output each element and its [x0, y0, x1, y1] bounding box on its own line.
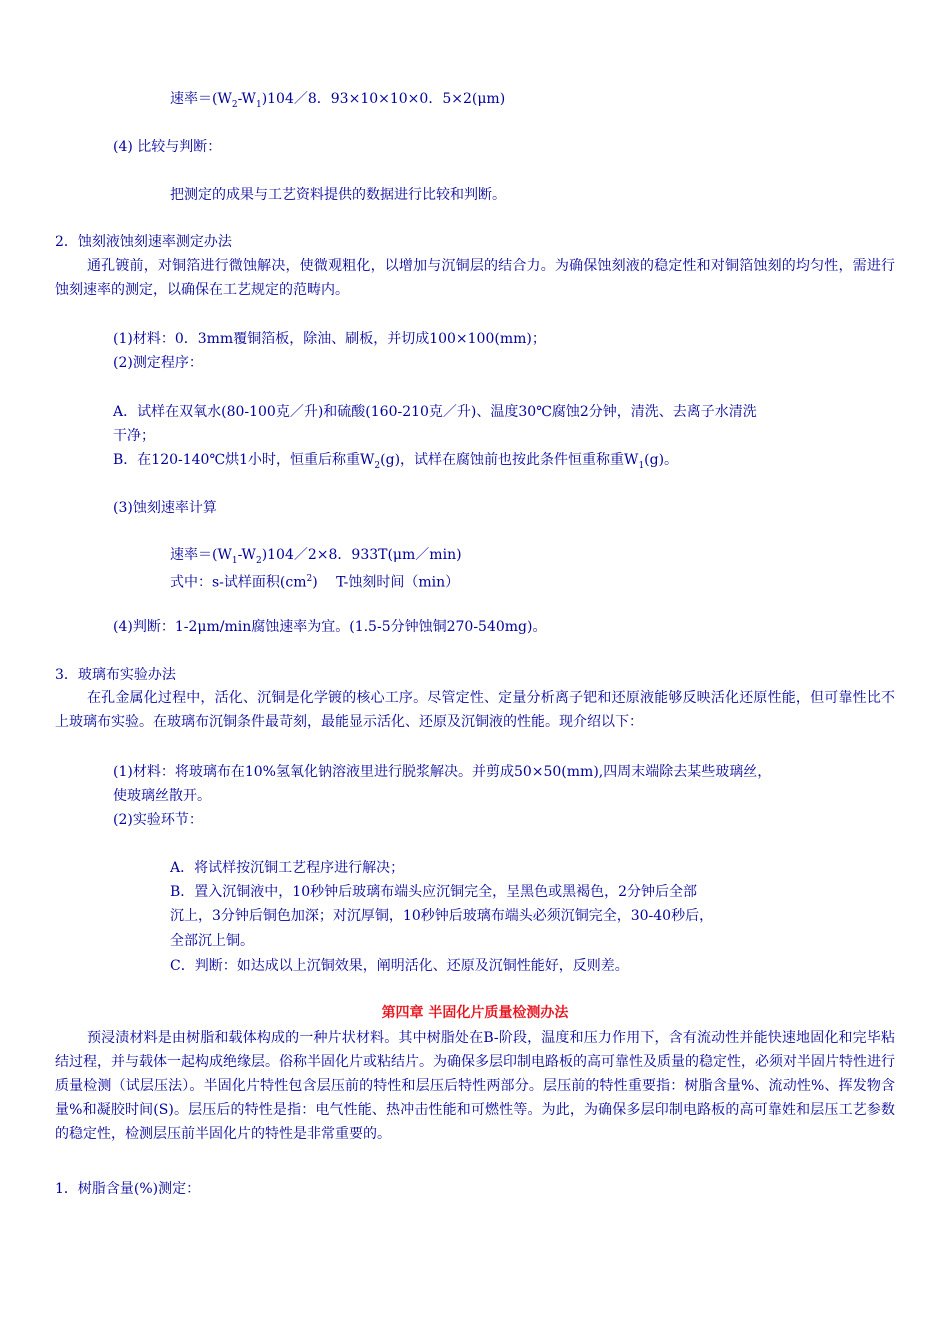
formula-text: 速率＝(W — [170, 547, 232, 563]
rate-formula-1 — [170, 90, 505, 114]
resin-content-heading: 1．树脂含量(%)测定： — [55, 1181, 201, 1197]
section-3-material-line1: (1)材料：将玻璃布在10%氢氧化钠溶液里进行脱浆解决。并剪成50×50(mm),四周末端除去某些玻璃丝， — [113, 764, 772, 780]
formula-subscript: 1 — [231, 555, 238, 566]
section-2-judge: (4)判断：1-2μm/min腐蚀速率为宜。(1.5-5分钟蚀铜270-540mg)。 — [113, 619, 547, 635]
formula-text: -W — [237, 547, 256, 563]
etch-rate-formula — [170, 546, 462, 570]
step-text: (g)。 — [644, 452, 679, 468]
formula-text: )104／8．93×10×10×0．5×2(μm) — [261, 91, 506, 107]
section-3-step-a: A．将试样按沉铜工艺程序进行解决； — [170, 860, 405, 876]
chapter-title: 第四章 半固化片质量检测办法 — [381, 1005, 569, 1021]
legend-superscript: 2 — [306, 574, 313, 584]
step-text: B．在120-140℃烘1小时，恒重后称重W — [113, 452, 375, 468]
section-3-step-b-line2: 沉上，3分钟后铜色加深；对沉厚铜，10秒钟后玻璃布端头必须沉铜完全，30-40秒后， — [170, 908, 714, 924]
step-text: (g)，试样在腐蚀前也按此条件恒重称重W — [380, 452, 639, 468]
section-2-step-a-line2: 干净； — [113, 428, 155, 444]
section-3-heading: 3．玻璃布实验办法 — [55, 667, 176, 683]
section-2-step-b — [113, 451, 678, 475]
compare-text: 把测定的成果与工艺资料提供的数据进行比较和判断。 — [170, 187, 506, 203]
legend-text: 式中：s-试样面积(cm — [170, 574, 307, 591]
section-3-step-c: C．判断：如达成以上沉铜效果，阐明活化、还原及沉铜性能好，反则差。 — [170, 958, 629, 974]
compare-heading: (4) 比较与判断： — [113, 139, 222, 155]
section-3-material-line2: 使玻璃丝散开。 — [113, 788, 211, 804]
section-3-steps-heading: (2)实验环节： — [113, 812, 203, 828]
formula-legend — [170, 570, 459, 592]
section-2-procedure: (2)测定程序： — [113, 355, 203, 371]
formula-text: )104／2×8．933T(μm／min) — [261, 547, 462, 563]
section-2-calc-heading: (3)蚀刻速率计算 — [113, 500, 217, 516]
step-subscript: 1 — [638, 460, 645, 471]
legend-text: ) T-蚀刻时间（min） — [312, 574, 460, 591]
formula-subscript: 2 — [255, 555, 262, 566]
formula-subscript: 1 — [255, 99, 262, 110]
section-3-intro: 在孔金属化过程中，活化、沉铜是化学镀的核心工序。尽管定性、定量分析离子钯和还原液能够反映活化还原性能，但可靠性比不上玻璃布实验。在玻璃布沉铜条件最苛刻，最能显示活化、还原及沉铜液的性能。现介绍以下： — [55, 690, 895, 730]
section-3-step-b-line3: 全部沉上铜。 — [170, 933, 254, 949]
formula-subscript: 2 — [231, 99, 238, 110]
section-2-material: (1)材料：0．3mm覆铜箔板，除油、刷板，并切成100×100(mm)； — [113, 331, 546, 347]
step-subscript: 2 — [374, 460, 381, 471]
section-2-step-a-line1: A．试样在双氧水(80-100克／升)和硫酸(160-210克／升)、温度30℃腐蚀2分钟，清洗、去离子水清洗 — [113, 404, 757, 420]
section-3-step-b-line1: B．置入沉铜液中，10秒钟后玻璃布端头应沉铜完全，呈黑色或黑褐色，2分钟后全部 — [170, 884, 698, 900]
section-2-intro: 通孔镀前，对铜箔进行微蚀解决，使微观粗化，以增加与沉铜层的结合力。为确保蚀刻液的稳定性和对铜箔蚀刻的均匀性，需进行蚀刻速率的测定，以确保在工艺规定的范畴内。 — [55, 258, 895, 298]
section-2-heading: 2．蚀刻液蚀刻速率测定办法 — [55, 234, 232, 250]
chapter-4-intro: 预浸渍材料是由树脂和载体构成的一种片状材料。其中树脂处在B-阶段，温度和压力作用下，含有流动性并能快速地固化和完毕粘结过程，并与载体一起构成绝缘层。俗称半固化片或粘结片。为确保多层印制电路板的高可靠性及质量的稳定性，必须对半固片特性进行质量检测（试层压法）。半固化片特性包含层压前的特性和层压后特性两部分。层压前的特性重要指：树脂含量%、流动性%、挥发物含量%和凝胶时间(S)。层压后的特性是指：电气性能、热冲击性能和可燃性等。为此，为确保多层印制电路板的高可靠姓和层压工艺参数的稳定性，检测层压前半固化片的特性是非常重要的。 — [55, 1030, 895, 1142]
formula-text: 速率＝(W — [170, 91, 232, 107]
formula-text: -W — [237, 91, 256, 107]
